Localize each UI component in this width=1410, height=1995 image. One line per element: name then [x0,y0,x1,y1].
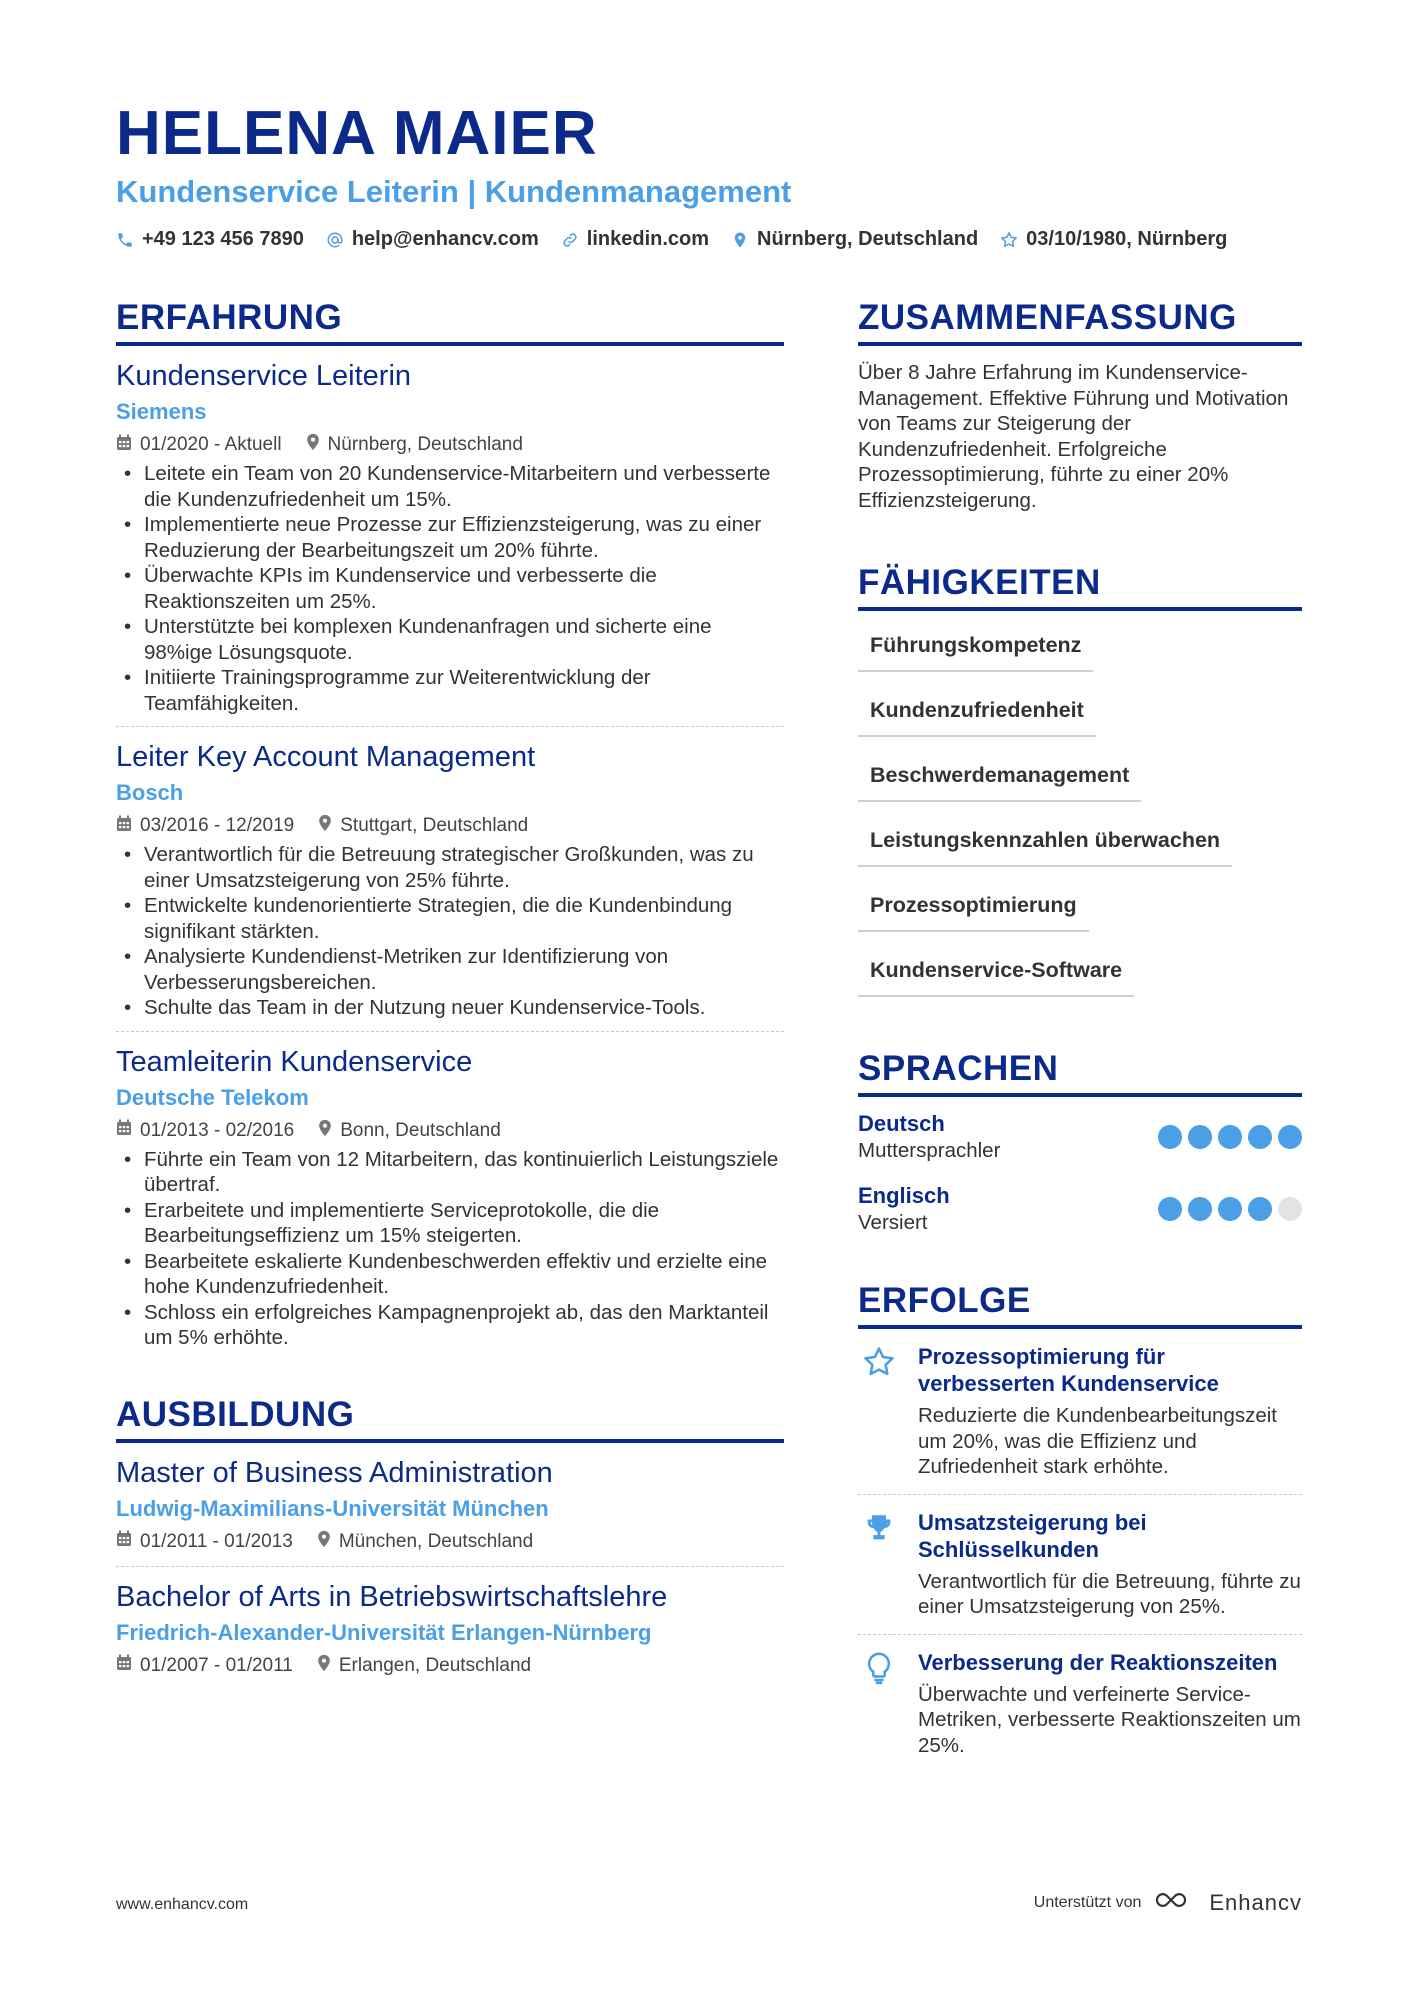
calendar-icon [116,1530,132,1553]
job-location: Stuttgart, Deutschland [318,814,528,838]
company-name: Bosch [116,780,184,805]
rating-dot [1188,1197,1212,1221]
language-name: Deutsch [858,1111,945,1136]
skills-list [858,625,1302,1015]
education-dates: 01/2007 - 01/2011 [116,1654,293,1678]
skill-tag: Leistungskennzahlen überwachen [858,820,1232,867]
company-name: Siemens [116,399,207,424]
bullet-item: • Analysierte Kundendienst-Metriken zur Identifizierung von Verbesserungsbereichen. [116,944,784,995]
school-name: Ludwig-Maximilians-Universität München [116,1495,549,1521]
bullet-item: • Initiierte Trainingsprogramme zur Weiterentwicklung der Teamfähigkeiten. [116,665,784,716]
powered-by-label: Unterstützt von [1033,1893,1142,1911]
achievement-title: Umsatzsteigerung bei Schlüsselkunden [918,1509,1147,1562]
job-bullets [116,461,784,716]
bullet-item: • Bearbeitete eskalierte Kundenbeschwerden effektiv und erzielte eine hohe Kundenzufriedenheit. [116,1249,784,1300]
right-column [858,298,1302,1772]
calendar-icon [116,434,132,457]
experience-entry [116,1032,784,1361]
footer-branding [1034,1888,1302,1917]
contact-linkedin[interactable]: linkedin.com [561,228,709,251]
phone-icon [116,231,134,249]
achievement-entry [858,1635,1302,1773]
job-location: Bonn, Deutschland [318,1119,501,1143]
summary-text: Über 8 Jahre Erfahrung im Kundenservice-Management. Effektive Führung und Motivation von Teams zur Steigerung der Kundenzufriedenheit. Erfolgreiche Prozessoptimierung, führte zu einer 20% Effizienzsteigerung. [858,361,1289,512]
location-icon [318,1119,332,1143]
achievement-desc: Verantwortlich für die Betreuung, führte zu einer Umsatzsteigerung von 25%. [918,1569,1301,1618]
education-entry [116,1567,784,1690]
bullet-item: • Verantwortlich für die Betreuung strategischer Großkunden, was zu einer Umsatzsteigerung von 25% führte. [116,842,784,893]
bullet-item: • Leitete ein Team von 20 Kundenservice-Mitarbeitern und verbesserte die Kundenzufriedenheit um 15%. [116,461,784,512]
rating-dot [1158,1125,1182,1149]
location-icon [317,1530,331,1554]
contact-location: Nürnberg, Deutschland [731,228,978,251]
job-bullets [116,1147,784,1351]
language-rating [1158,1197,1302,1221]
education-entry [116,1443,784,1567]
job-dates: 01/2020 - Aktuell [116,433,282,457]
language-entry [858,1183,1302,1235]
contact-bar [116,228,1227,251]
skill-tag: Kundenservice-Software [858,950,1134,997]
skill-tag: Prozessoptimierung [858,885,1089,932]
rating-dot [1218,1197,1242,1221]
section-title-achievements: ERFOLGE [858,1281,1302,1329]
rating-dot [1158,1197,1182,1221]
job-dates: 03/2016 - 12/2019 [116,814,294,838]
rating-dot [1218,1125,1242,1149]
job-meta [116,814,784,838]
language-rating [1158,1125,1302,1149]
location-icon [317,1654,331,1678]
location-icon [318,814,332,838]
section-title-languages: SPRACHEN [858,1049,1302,1097]
language-name: Englisch [858,1183,950,1208]
rating-dot [1248,1197,1272,1221]
candidate-name: HELENA MAIER [116,99,598,168]
achievement-title: Verbesserung der Reaktionszeiten [918,1649,1278,1675]
contact-email[interactable]: help@enhancv.com [326,228,539,251]
section-title-education: AUSBILDUNG [116,1395,784,1443]
bullet-item: • Schulte das Team in der Nutzung neuer Kundenservice-Tools. [116,995,784,1021]
bullet-item: • Erarbeitete und implementierte Serviceprotokolle, die die Bearbeitungseffizienz um 15% steigerten. [116,1198,784,1249]
degree-title: Master of Business Administration [116,1456,553,1489]
calendar-icon [116,1119,132,1142]
education-location: München, Deutschland [317,1530,533,1554]
calendar-icon [116,1654,132,1677]
bullet-item: • Überwachte KPIs im Kundenservice und verbesserte die Reaktionszeiten um 25%. [116,563,784,614]
bullet-item: • Führte ein Team von 12 Mitarbeitern, das kontinuierlich Leistungsziele übertraf. [116,1147,784,1198]
skill-tag: Führungskompetenz [858,625,1093,672]
contact-birth: 03/10/1980, Nürnberg [1000,228,1227,251]
job-title: Teamleiterin Kundenservice [116,1045,473,1078]
company-name: Deutsche Telekom [116,1084,309,1110]
at-icon [326,231,344,249]
candidate-title: Kundenservice Leiterin | Kundenmanagement [116,174,792,209]
calendar-icon [116,815,132,838]
achievement-desc: Reduzierte die Kundenbearbeitungszeit um 20%, was die Effizienz und Zufriedenheit stark erhöhte. [918,1404,1278,1478]
skill-tag: Kundenzufriedenheit [858,690,1096,737]
contact-phone: +49 123 456 7890 [116,228,304,251]
achievement-desc: Überwachte und verfeinerte Service-Metriken, verbesserte Reaktionszeiten um 25%. [918,1682,1301,1757]
degree-title: Bachelor of Arts in Betriebswirtschaftslehre [116,1580,668,1613]
achievement-entry [858,1329,1302,1495]
brand-name: Enhancv [1209,1889,1302,1915]
job-meta [116,1119,784,1143]
education-location: Erlangen, Deutschland [317,1654,531,1678]
job-title: Kundenservice Leiterin [116,360,412,392]
achievement-entry [858,1495,1302,1635]
star-outline-icon [858,1343,900,1480]
trophy-icon [858,1509,900,1620]
experience-entry [116,346,784,727]
section-title-skills: FÄHIGKEITEN [858,563,1302,611]
section-title-summary: ZUSAMMENFASSUNG [858,298,1302,346]
bullet-item: • Schloss ein erfolgreiches Kampagnenprojekt ab, das den Marktanteil um 5% erhöhte. [116,1300,784,1351]
footer-website[interactable]: www.enhancv.com [116,1896,249,1913]
job-meta [116,433,784,457]
rating-dot [1278,1125,1302,1149]
star-icon [1000,231,1018,249]
rating-dot [1278,1197,1302,1221]
education-dates: 01/2011 - 01/2013 [116,1530,293,1554]
job-bullets [116,842,784,1021]
enhancv-logo-icon [1153,1888,1197,1917]
achievement-title: Prozessoptimierung für verbesserten Kundenservice [918,1344,1219,1396]
education-meta [116,1654,784,1678]
link-icon [561,231,579,249]
job-title: Leiter Key Account Management [116,741,536,773]
job-dates: 01/2013 - 02/2016 [116,1119,294,1143]
rating-dot [1188,1125,1212,1149]
bullet-item: • Implementierte neue Prozesse zur Effizienzsteigerung, was zu einer Reduzierung der Bearbeitungszeit um 20% führte. [116,512,784,563]
experience-entry [116,727,784,1032]
school-name: Friedrich-Alexander-Universität Erlangen-Nürnberg [116,1619,652,1645]
language-level: Muttersprachler [858,1139,1001,1162]
job-location: Nürnberg, Deutschland [306,433,523,457]
lightbulb-icon [858,1649,900,1759]
left-column [116,298,784,1690]
language-level: Versiert [858,1211,928,1234]
bullet-item: • Entwickelte kundenorientierte Strategien, die die Kundenbindung signifikant stärkten. [116,893,784,944]
location-icon [306,433,320,457]
section-title-experience: ERFAHRUNG [116,298,784,346]
education-meta [116,1530,784,1554]
rating-dot [1248,1125,1272,1149]
language-entry [858,1111,1302,1163]
skill-tag: Beschwerdemanagement [858,755,1141,802]
bullet-item: • Unterstützte bei komplexen Kundenanfragen und sicherte eine 98%ige Lösungsquote. [116,614,784,665]
location-icon [731,231,749,249]
